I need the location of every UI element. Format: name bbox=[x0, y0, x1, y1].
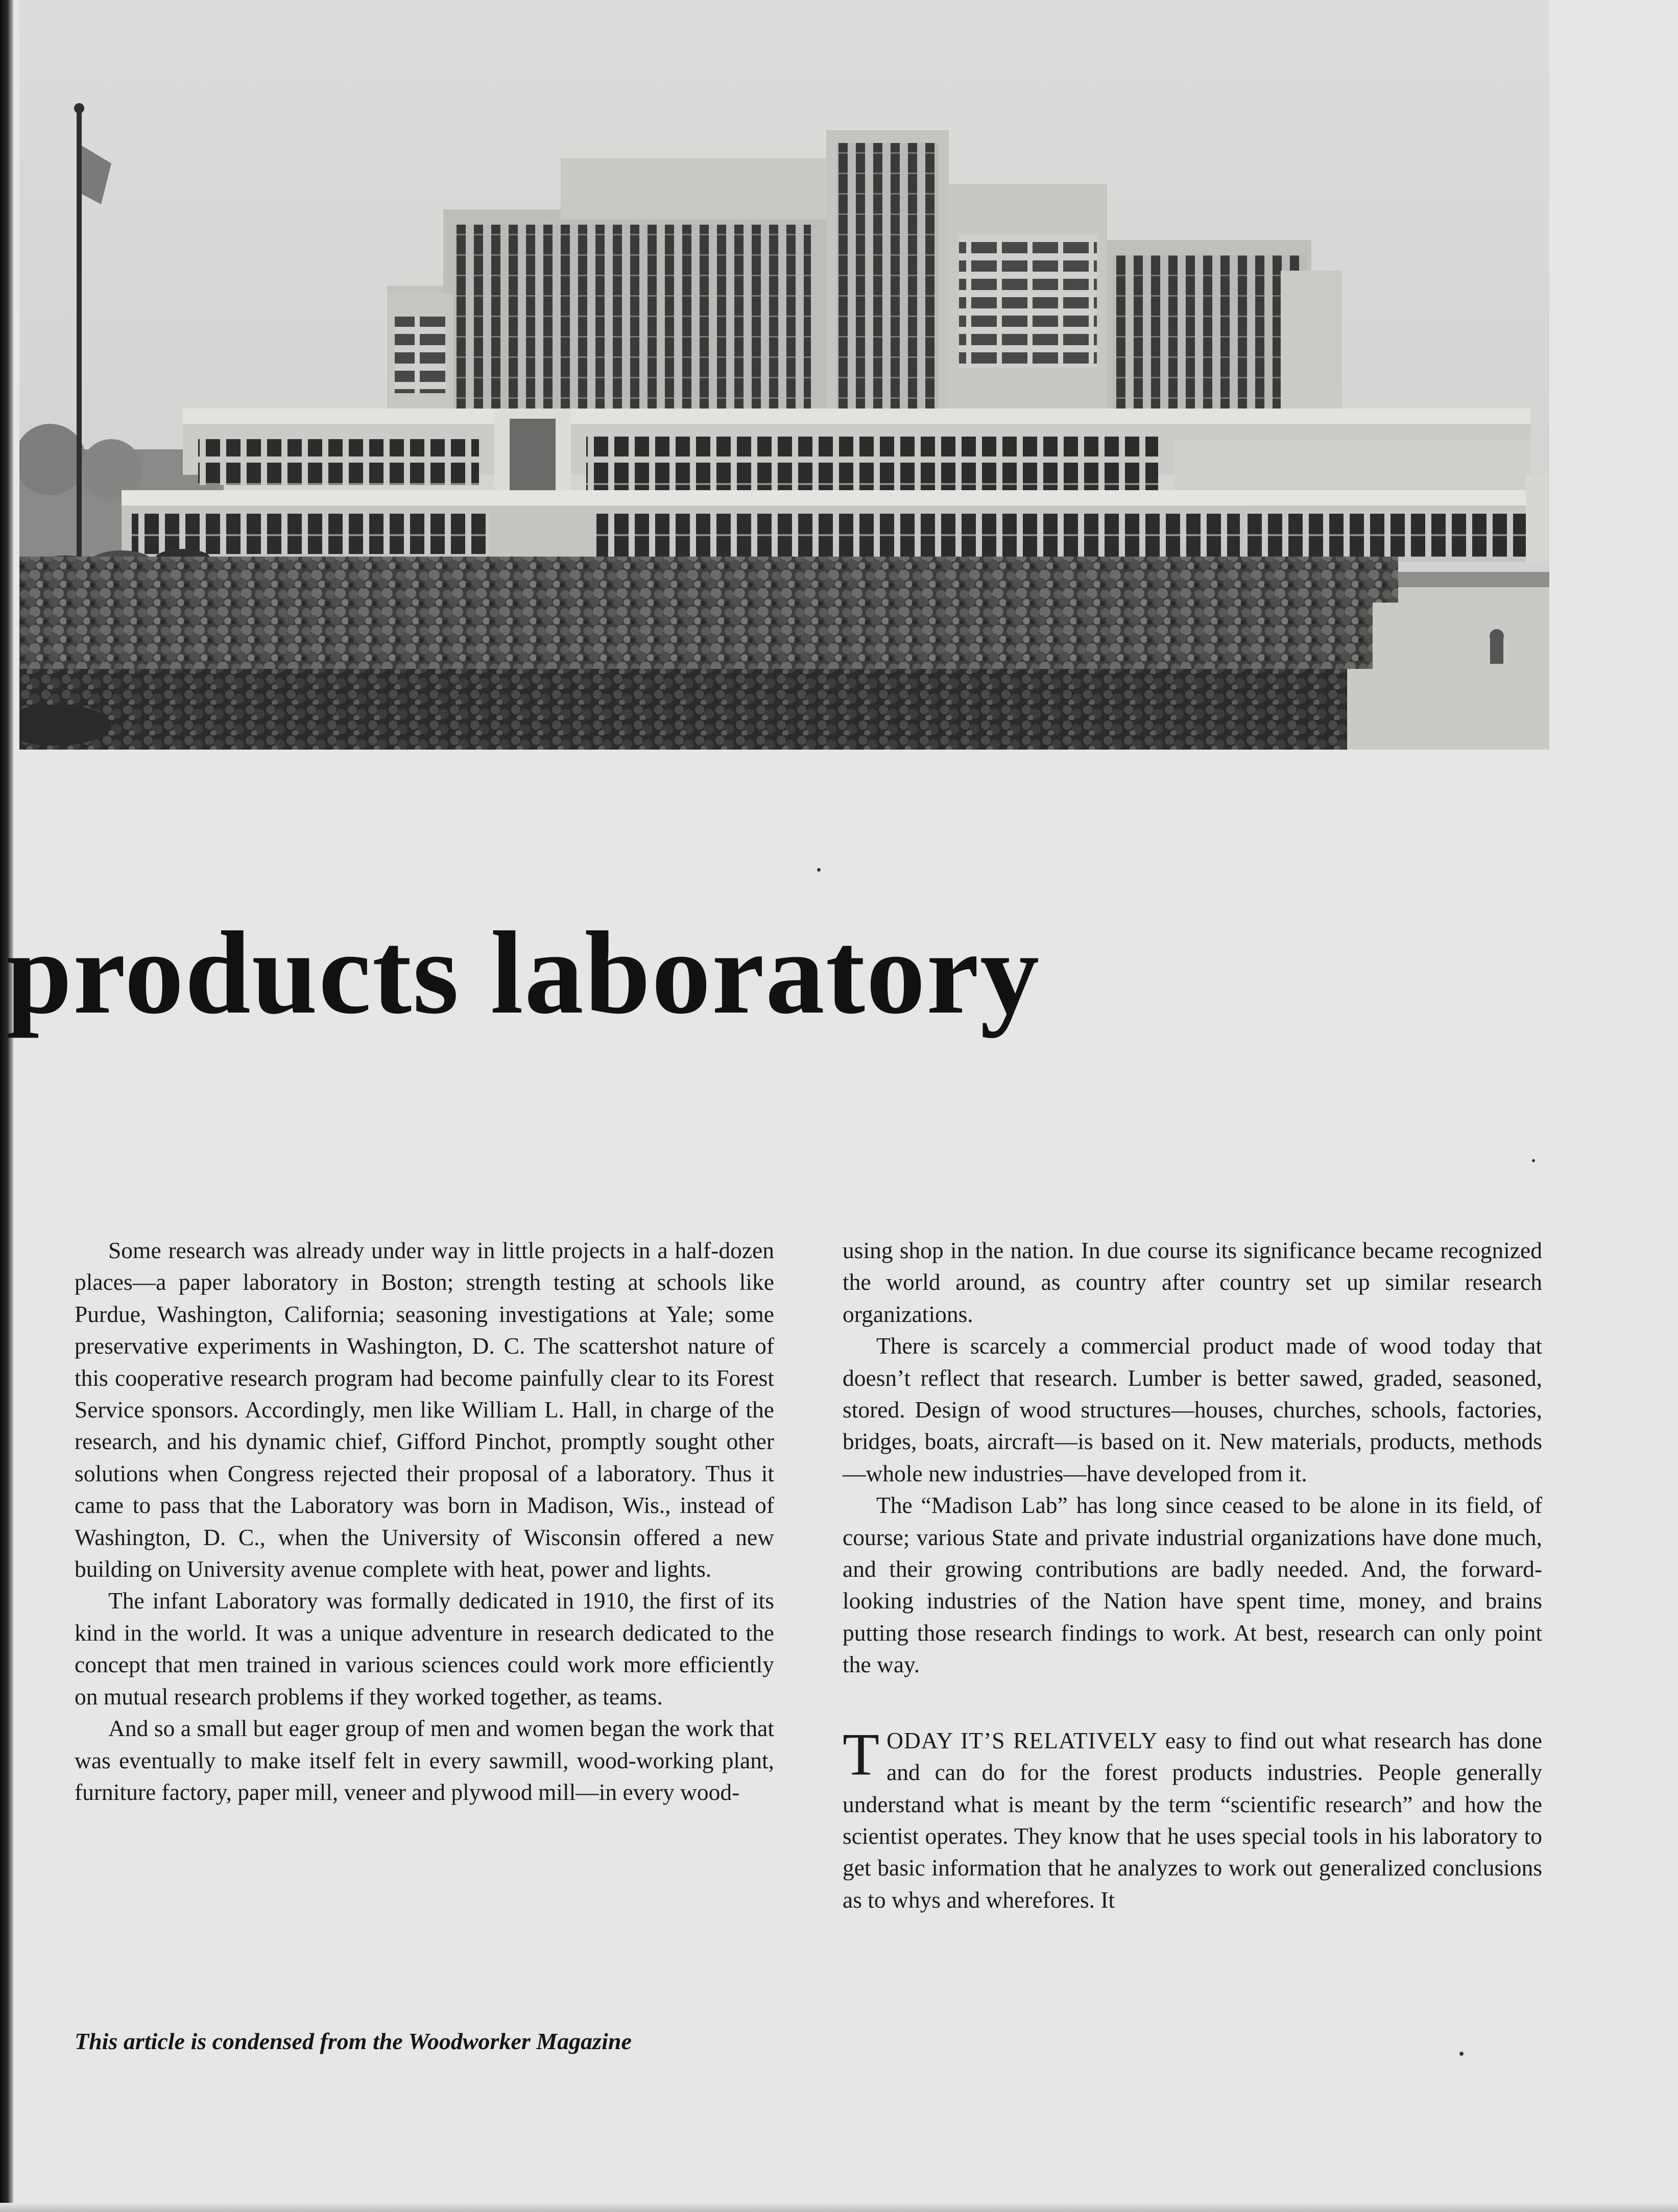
section-lead-paragraph bbox=[843, 1720, 1542, 1916]
drop-cap: T bbox=[843, 1720, 880, 1788]
lead-in-caps: ODAY IT’S RELATIVELY bbox=[886, 1727, 1158, 1753]
print-speck bbox=[1459, 2052, 1464, 2056]
article-column-right bbox=[843, 1235, 1542, 1916]
headline: products laboratory bbox=[6, 907, 1041, 1039]
page-bottom-edge bbox=[0, 2203, 1678, 2212]
paragraph: The “Madison Lab” has long since ceased to be alone in its field, of course; various State and private industrial organizations have done much, and their growing contributions are badly needed. And, the forward-looking industries of the Nation have spent time, money, and brains putting those research findings to work. At best, research can only point the way. bbox=[843, 1492, 1542, 1678]
paragraph: Some research was already under way in little projects in a half-dozen places—a paper laboratory in Boston; strength testing at schools like Purdue, Washington, California; seasoning investigations at Yale; some preservative experiments in Washington, D. C. The scattershot nature of this cooperative research program had become painfully clear to its Forest Service sponsors. Accordingly, men like William L. Hall, in charge of the research, and his dynamic chief, Gifford Pinchot, promptly sought other solutions when Congress rejected their proposal of a laboratory. Thus it came to pass that the Laboratory was born in Madison, Wis., instead of Washington, D. C., when the University of Wisconsin offered a new building on University avenue complete with heat, power and lights. bbox=[75, 1237, 774, 1582]
paragraph: The infant Laboratory was formally dedicated in 1910, the first of its kind in the world. It was a unique adventure in research dedicated to the concept that men trained in various sciences could work more efficiently on mutual research problems if they worked together, as teams. bbox=[75, 1588, 774, 1710]
laboratory-building-photo bbox=[19, 0, 1549, 750]
page-edge bbox=[0, 0, 13, 2212]
lead-text: easy to find out what research has done and can do for the forest products industries. People generally understand what is meant by the term “scientific research” and how the scientist operates. They know that he uses special tools in his laboratory to get basic information that he analyzes to work out generalized conclusions as to whys and wherefores. It bbox=[843, 1727, 1542, 1913]
source-credit: This article is condensed from the Woodworker Magazine bbox=[75, 2028, 632, 2054]
print-speck bbox=[1532, 1159, 1535, 1162]
article-column-left bbox=[75, 1235, 774, 1808]
section-break bbox=[843, 1681, 1542, 1725]
paragraph: There is scarcely a commercial product made of wood today that doesn’t reflect that research. Lumber is better sawed, graded, seasoned, stored. Design of wood structures—houses, churches, schools, factories, bridges, boats, aircraft—is based on it. New materials, products, methods —whole new industries—have developed from it. bbox=[843, 1333, 1542, 1486]
paragraph: And so a small but eager group of men and women began the work that was eventually to make itself felt in every sawmill, wood-working plant, furniture factory, paper mill, veneer and plywood mill—in every wood- bbox=[75, 1715, 774, 1805]
paragraph: using shop in the nation. In due course its significance became recognized the world around, as country after country set up similar research organizations. bbox=[843, 1237, 1542, 1327]
print-speck bbox=[817, 868, 821, 872]
